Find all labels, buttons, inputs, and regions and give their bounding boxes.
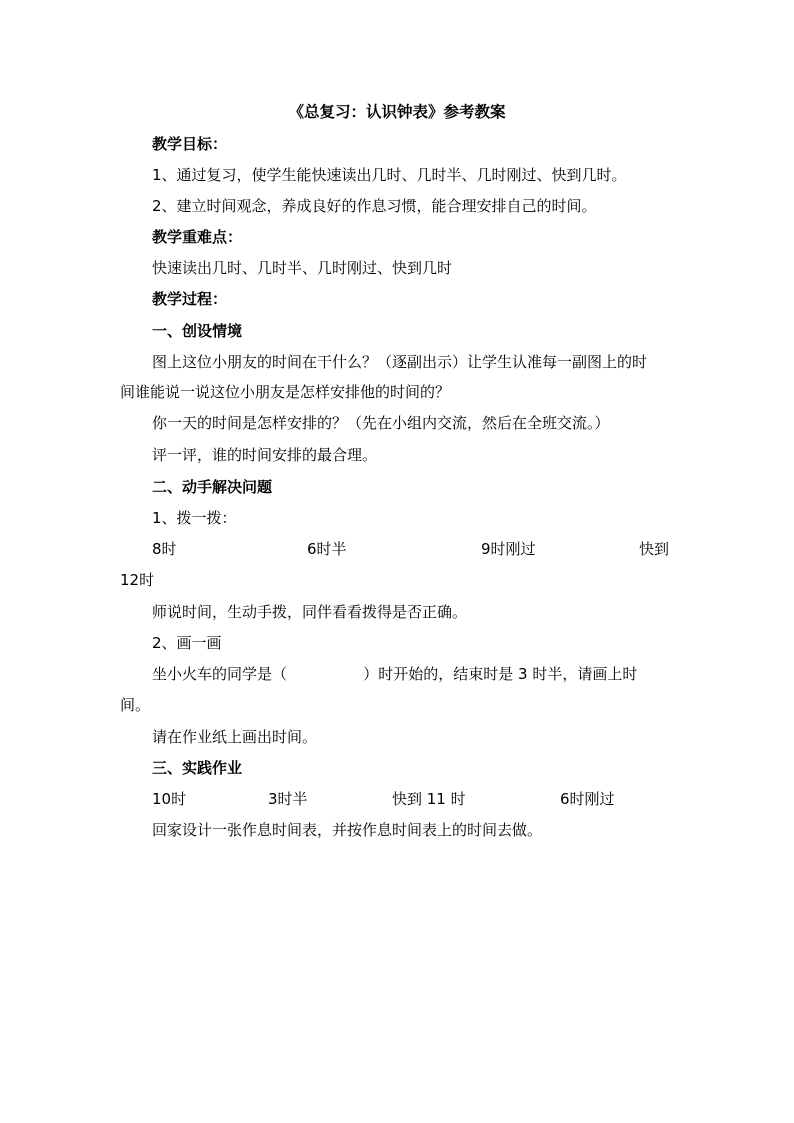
sub-heading-dial: 1、拨一拨： [152,509,237,527]
sub-heading-draw: 2、画一画 [152,634,222,652]
dial-item-wrap: 12时 [120,571,155,589]
key-points-text: 快速读出几时、几时半、几时刚过、快到几时 [152,259,453,277]
draw-paragraph-2: 请在作业纸上画出时间。 [152,728,318,746]
s1-paragraph-1-line-2: 间谁能说一说这位小朋友是怎样安排他的时间的？ [120,383,451,401]
s1-paragraph-3: 评一评，谁的时间安排的最合理。 [152,446,378,464]
goals-heading: 教学目标： [152,135,228,153]
document-title: 《总复习：认识钟表》参考教案 [288,103,506,121]
practice-item: 快到 11 时 [392,790,466,808]
s1-paragraph-2: 你一天的时间是怎样安排的？（先在小组内交流，然后在全班交流。） [152,414,610,432]
section-2-heading: 二、动手解决问题 [152,478,273,496]
dial-item: 8时 [152,540,177,558]
process-heading: 教学过程： [152,290,228,308]
dial-item: 6时半 [307,540,347,558]
s1-paragraph-1-line-1: 图上这位小朋友的时间在干什么？（逐副出示）让学生认准每一副图上的时 [152,353,648,371]
draw-paragraph-line-2: 间。 [120,696,151,714]
section-3-heading: 三、实践作业 [152,759,243,777]
practice-item: 6时刚过 [560,790,615,808]
dial-item: 9时刚过 [481,540,536,558]
draw-paragraph-line-1: 坐小火车的同学是（ ）时开始的，结束时是 3 时半，请画上时 [152,665,638,683]
practice-item: 10时 [152,790,187,808]
final-paragraph: 回家设计一张作息时间表，并按作息时间表上的时间去做。 [152,821,543,839]
goal-1: 1、通过复习，使学生能快速读出几时、几时半、几时刚过、快到几时。 [152,166,627,184]
dial-item: 快到 [639,540,670,558]
s2-paragraph-1: 师说时间，生动手拨，同伴看看拨得是否正确。 [152,603,468,621]
practice-item: 3时半 [268,790,308,808]
goal-2: 2、建立时间观念，养成良好的作息习惯，能合理安排自己的时间。 [152,197,597,215]
section-1-heading: 一、创设情境 [152,322,243,340]
key-points-heading: 教学重难点： [152,228,243,246]
